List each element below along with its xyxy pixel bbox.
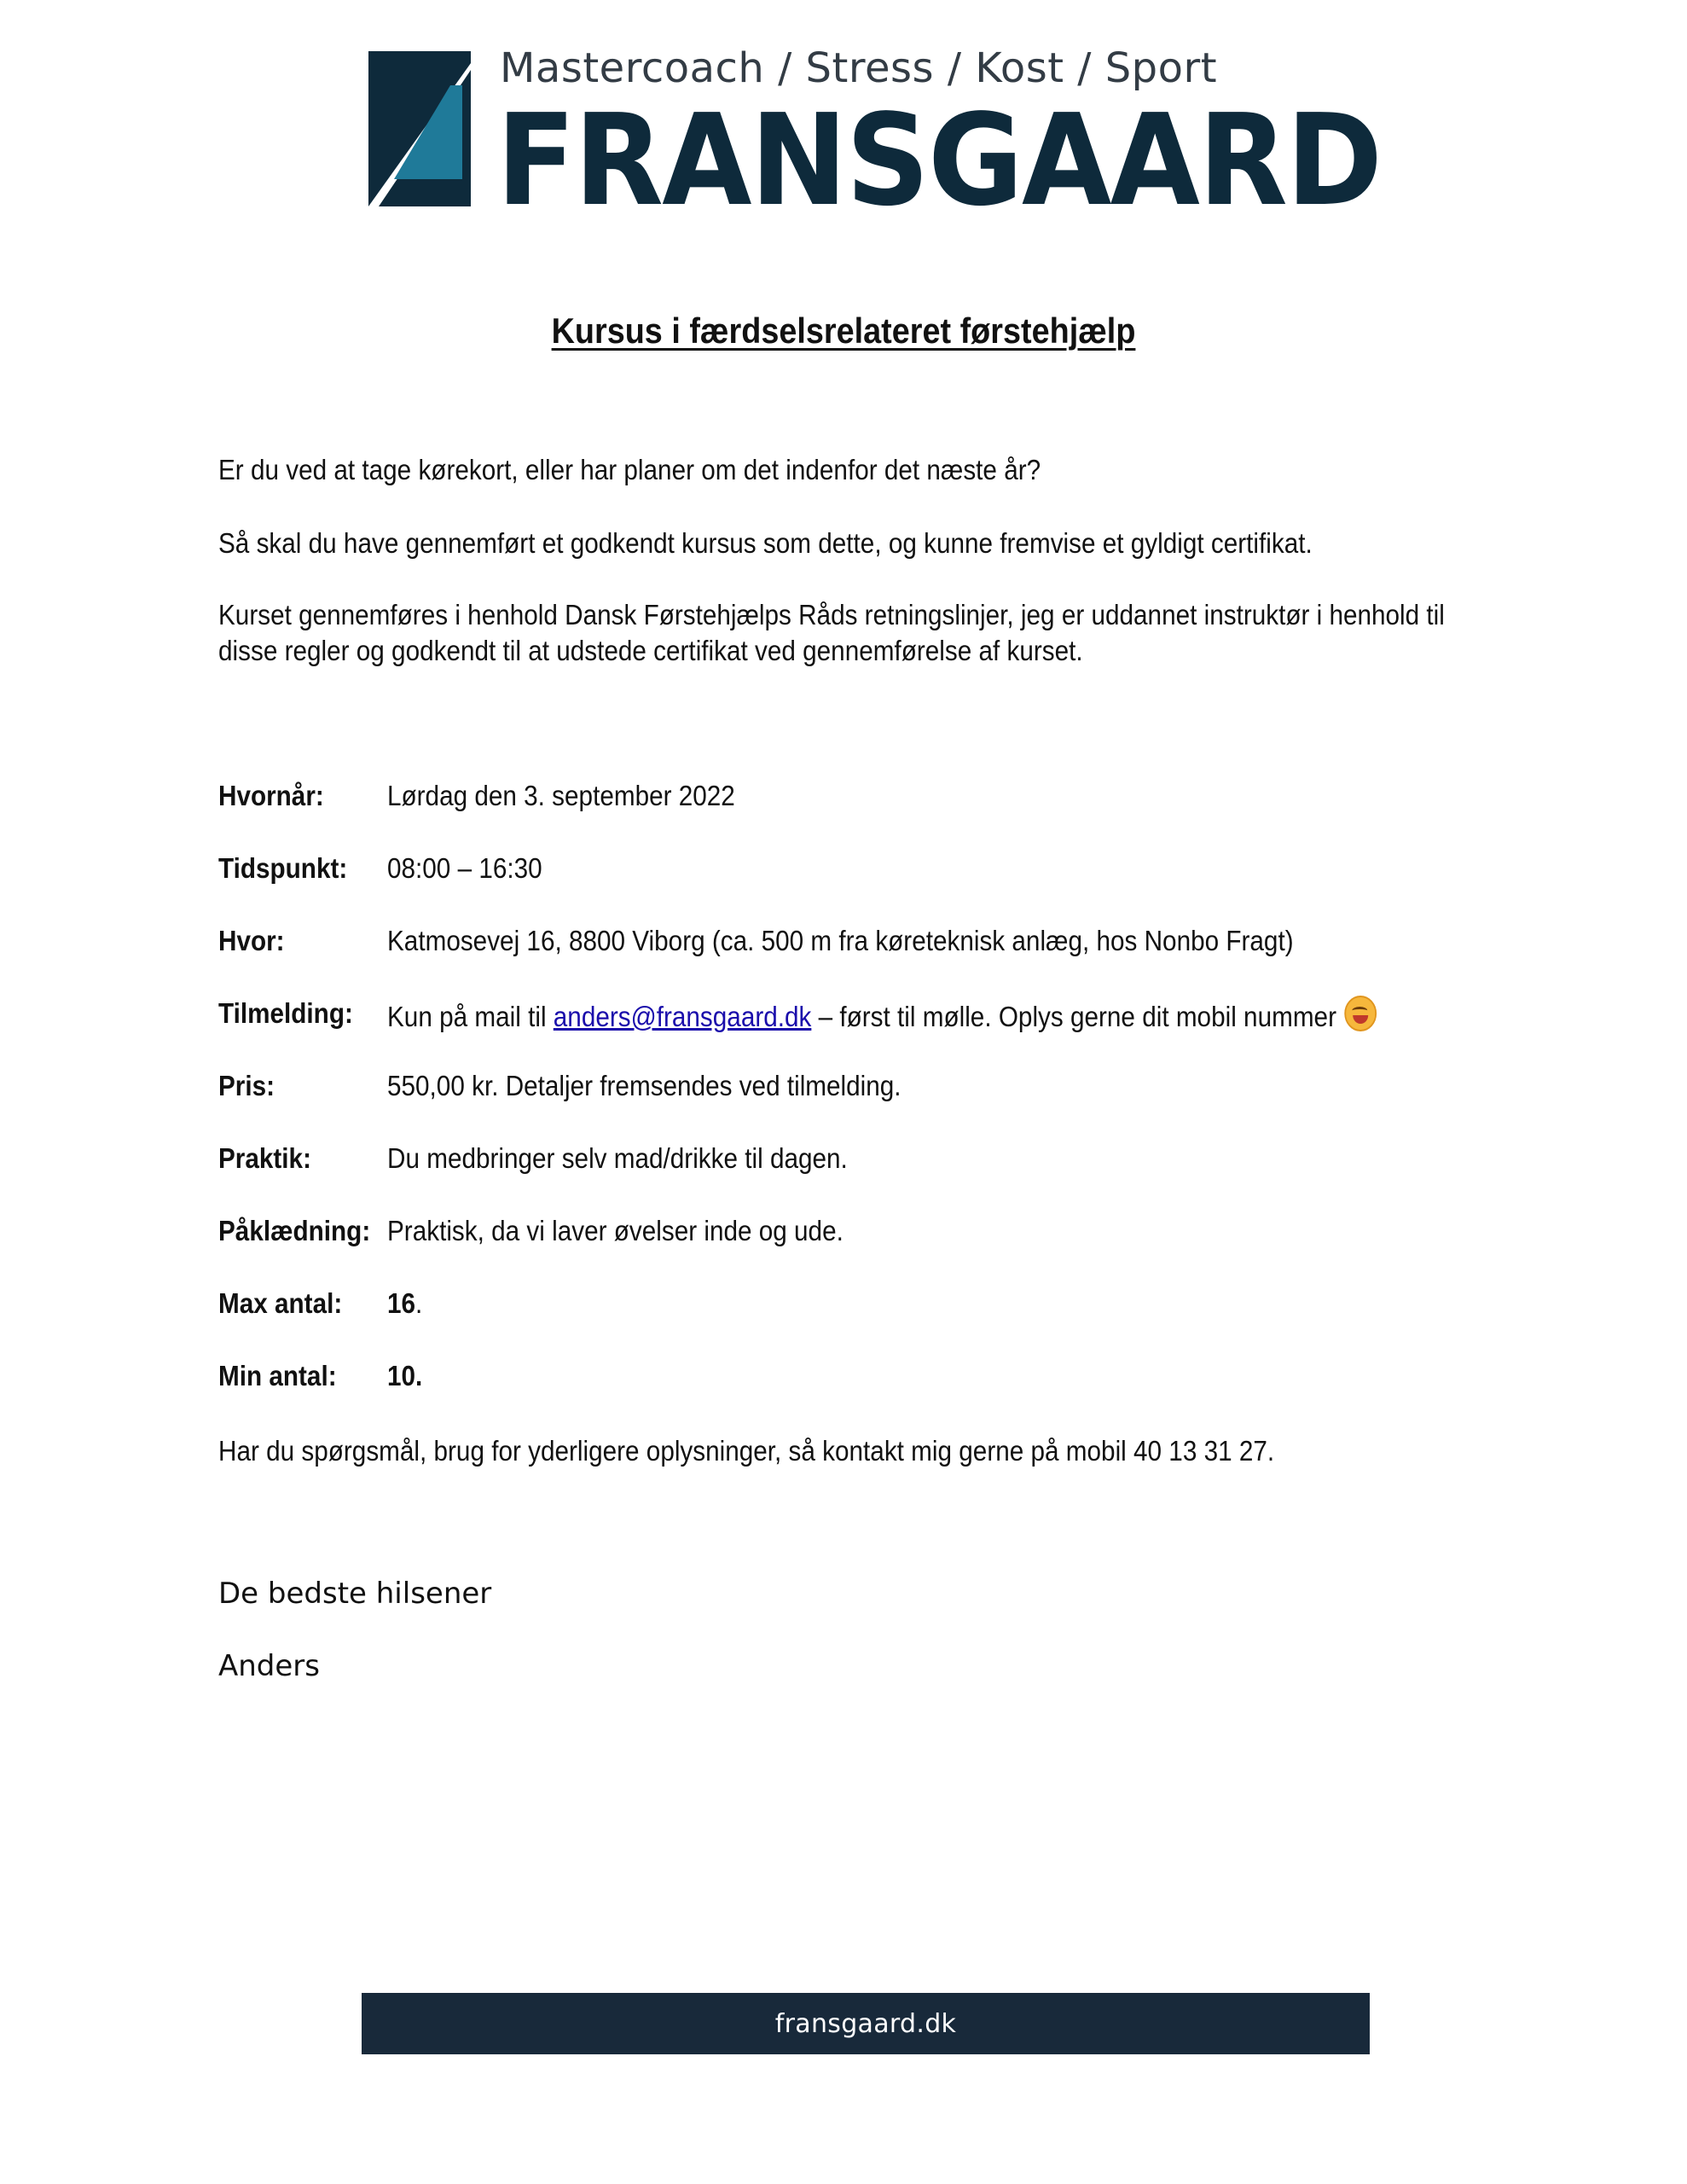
max-count: 16 (387, 1287, 416, 1319)
greeting: De bedste hilsener (218, 1577, 492, 1611)
intro-paragraph-1: Er du ved at tage kørekort, eller har planer om det indenfor det næste år? (218, 454, 1041, 485)
detail-label: Pris: (218, 1070, 275, 1101)
detail-row-time (218, 851, 1549, 923)
intro-paragraph-3 (218, 597, 1445, 669)
footer-bar (362, 1993, 1370, 2054)
detail-value: Katmosevej 16, 8800 Viborg (ca. 500 m fra køreteknisk anlæg, hos Nonbo Fragt) (387, 925, 1294, 956)
detail-row-when (218, 778, 1549, 851)
signup-email-link[interactable]: anders@fransgaard.dk (553, 1001, 812, 1032)
logo-wordmark: FRANSGAARD (496, 87, 1382, 234)
detail-label: Min antal: (218, 1360, 337, 1391)
min-period: . (415, 1360, 423, 1391)
detail-label: Hvornår: (218, 780, 324, 811)
signup-prefix: Kun på mail til (387, 1001, 554, 1032)
detail-row-practical (218, 1141, 1549, 1213)
detail-value (387, 996, 1377, 1035)
intro-paragraph-2: Så skal du have gennemført et godkendt kursus som dette, og kunne fremvise et gyldigt certifikat. (218, 527, 1313, 559)
detail-row-price (218, 1068, 1549, 1141)
detail-value (387, 1358, 422, 1394)
detail-value (387, 1286, 422, 1321)
detail-label: Max antal: (218, 1287, 343, 1319)
detail-row-min (218, 1358, 1549, 1431)
contact-text: Har du spørgsmål, brug for yderligere oplysninger, så kontakt mig gerne på mobil 40 13 31 27. (218, 1435, 1275, 1467)
detail-label: Tilmelding: (218, 997, 353, 1029)
detail-value: Praktisk, da vi laver øvelser inde og ude. (387, 1215, 844, 1246)
detail-label: Påklædning: (218, 1215, 371, 1246)
detail-value: Du medbringer selv mad/drikke til dagen. (387, 1142, 848, 1174)
detail-row-clothing (218, 1213, 1549, 1286)
detail-row-max (218, 1286, 1549, 1358)
detail-value: 08:00 – 16:30 (387, 852, 542, 884)
min-count: 10 (387, 1360, 416, 1391)
page-title: Kursus i færdselsrelateret førstehjælp (551, 311, 1136, 351)
detail-label: Hvor: (218, 925, 285, 956)
signature-name: Anders (218, 1649, 320, 1683)
detail-row-signup (218, 996, 1549, 1068)
intro-paragraph-3-line-1: Kurset gennemføres i henhold Dansk Førstehjælps Råds retningslinjer, jeg er uddannet instruktør i henhold til (218, 599, 1445, 630)
detail-label: Tidspunkt: (218, 852, 348, 884)
intro-paragraph-3-line-2: disse regler og godkendt til at udstede certifikat ved gennemførelse af kurset. (218, 635, 1083, 666)
max-period: . (415, 1287, 423, 1319)
grinning-face-emoji-icon (1344, 996, 1377, 1031)
detail-row-where (218, 923, 1549, 996)
course-details (218, 778, 1549, 1431)
detail-value: Lørdag den 3. september 2022 (387, 780, 735, 811)
detail-value: 550,00 kr. Detaljer fremsendes ved tilmelding. (387, 1070, 901, 1101)
signup-suffix: – først til mølle. Oplys gerne dit mobil nummer (811, 1001, 1336, 1032)
detail-label: Praktik: (218, 1142, 311, 1174)
fransgaard-logo-mark-icon (368, 51, 471, 206)
footer-website: fransgaard.dk (774, 2008, 957, 2039)
logo-tagline: Mastercoach / Stress / Kost / Sport (500, 44, 1218, 92)
company-logo (368, 44, 1382, 234)
